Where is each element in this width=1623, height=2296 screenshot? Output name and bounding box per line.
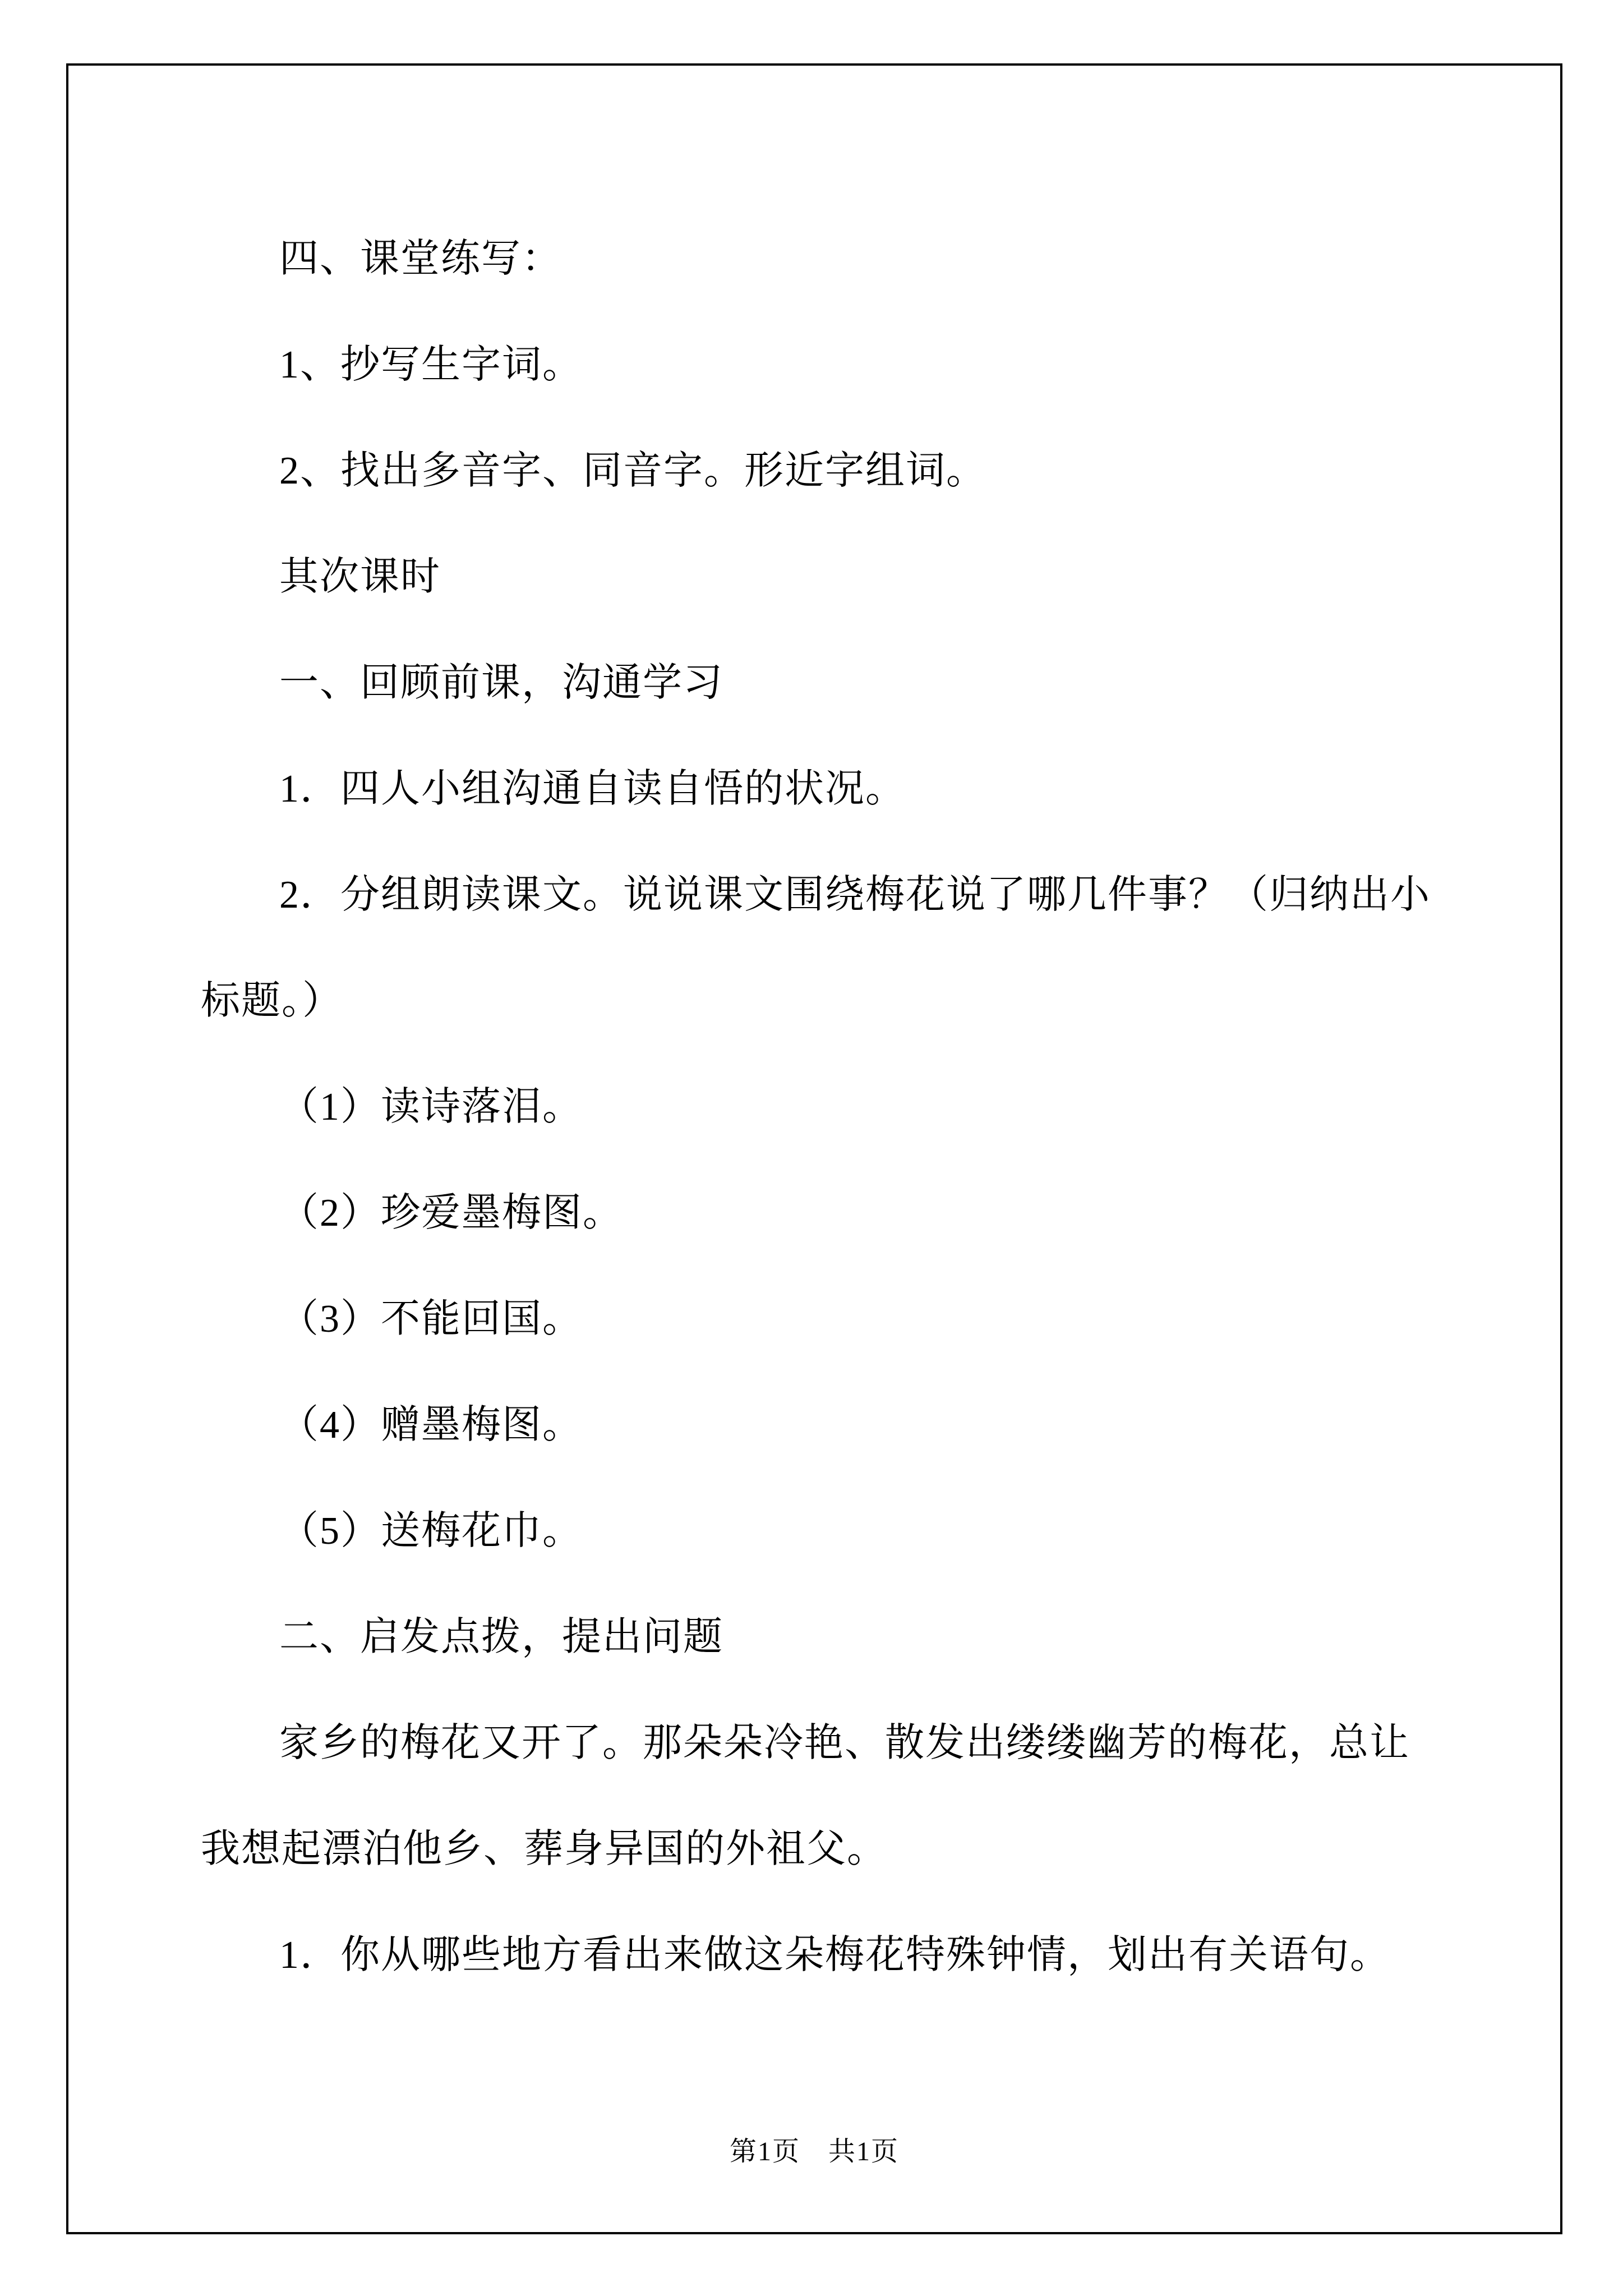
page-footer: 第1页 共1页 [729,2137,899,2166]
text-line: （1）读诗落泪。 [279,1085,583,1129]
text-line: 1．你从哪些地方看出来做这朵梅花特殊钟情，划出有关语句。 [279,1934,1390,1977]
text-line: （2）珍爱墨梅图。 [279,1191,623,1235]
text-line: 1、抄写生字词。 [279,343,583,386]
text-line: 家乡的梅花又开了。那朵朵冷艳、散发出缕缕幽芳的梅花，总让 [279,1722,1410,1765]
text-line: 其次课时 [279,555,441,599]
text-content [201,206,1493,2008]
text-line: 标题。） [201,979,343,1023]
document-frame [66,63,1562,2234]
text-line: （3）不能回国。 [279,1297,583,1341]
text-line: 1．四人小组沟通自读自悟的状况。 [279,767,906,811]
text-line: 二、启发点拨，提出问题 [279,1616,723,1659]
text-line: 四、课堂练写： [279,237,562,280]
text-line: 2．分组朗读课文。说说课文围绕梅花说了哪几件事？（归纳出小 [279,873,1431,917]
text-line: 一、回顾前课，沟通学习 [279,661,723,705]
text-line: 我想起漂泊他乡、葬身异国的外祖父。 [201,1828,887,1871]
text-line: （5）送梅花巾。 [279,1510,583,1553]
text-line: 2、找出多音字、同音字。形近字组词。 [279,449,986,493]
text-line: （4）赠墨梅图。 [279,1404,583,1447]
